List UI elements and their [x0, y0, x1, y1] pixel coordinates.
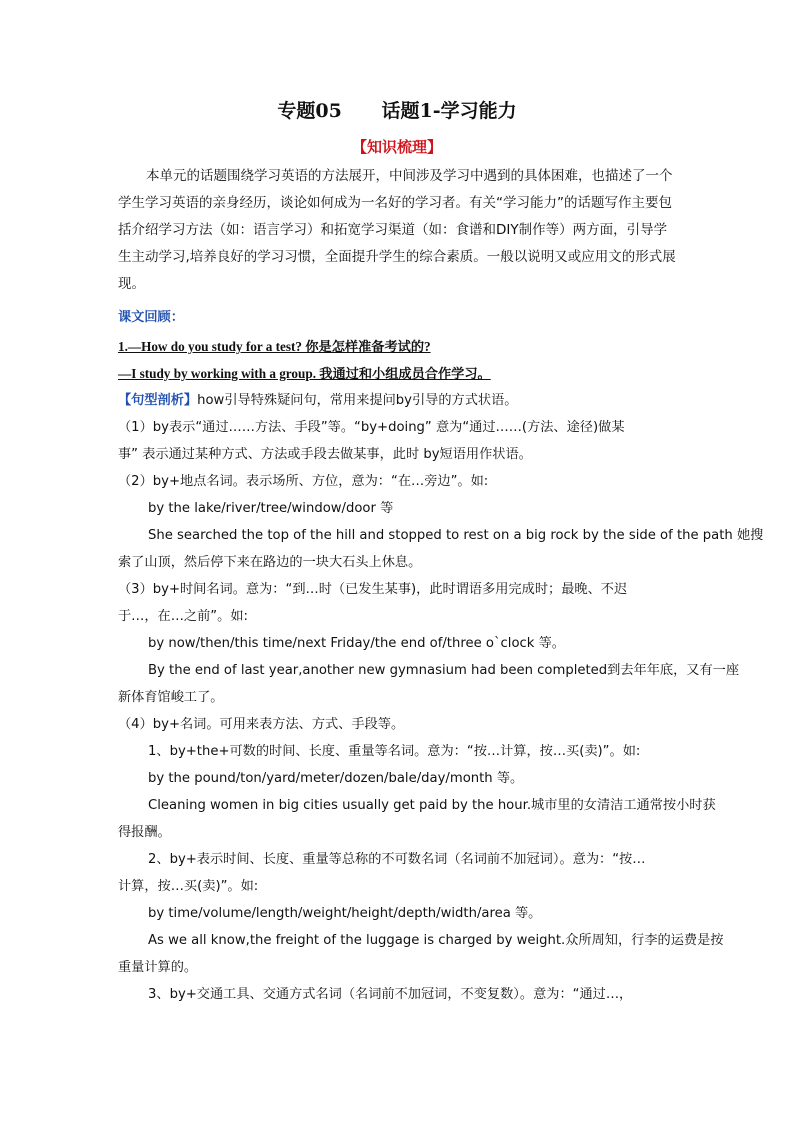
usage-2-sentence-a: She searched the top of the hill and stopped to rest on a big rock by the side of the path 她搜 — [148, 528, 764, 543]
usage-4-3: 3、by+交通工具、交通方式名词（名词前不加冠词，不变复数）。意为：“通过…， — [148, 987, 633, 1002]
usage-4-2-example: by time/volume/length/weight/height/depth/width/area 等。 — [148, 906, 542, 921]
analysis-tag: 【句型剖析】 — [118, 393, 198, 408]
analysis-text: how引导特殊疑问句，常用来提问by引导的方式状语。 — [197, 393, 518, 408]
page-title: 专题05 话题1-学习能力 — [277, 100, 517, 122]
usage-4-2-line-b: 计算，按…买(卖)”。如: — [118, 879, 259, 894]
usage-3-example: by now/then/this time/next Friday/the end of/three o`clock 等。 — [148, 636, 565, 651]
usage-3-sentence-a: By the end of last year,another new gymnasium had been completed到去年年底，又有一座 — [148, 663, 740, 678]
answer-1: —I study by working with a group. 我通过和小组成员合作学习。 — [118, 366, 491, 381]
intro-paragraph: 本单元的话题围绕学习英语的方法展开，中间涉及学习中遇到的具体困难，也描述了一个学生学习英语的亲身经历，谈论如何成为一名好的学习者。有关“学习能力”的话题写作主要包括介绍学习方法（如：语言学习）和拓宽学习渠道（如：食谱和DIY制作等）两方面，引导学生主动学习,培养良好的学习习惯，全面提升学生的综合素质。一般以说明又或应用文的形式展现。 — [118, 168, 676, 292]
usage-3-sentence-b: 新体育馆峻工了。 — [118, 690, 224, 705]
usage-3-line-a: （3）by+时间名词。意为：“到…时（已发生某事)，此时谓语多用完成时；最晚、不迟 — [118, 582, 628, 597]
review-heading: 课文回顾： — [118, 310, 184, 325]
usage-4-2-line-a: 2、by+表示时间、长度、重量等总称的不可数名词（名词前不加冠词）。意为：“按… — [148, 852, 646, 867]
usage-2-sentence-b: 索了山顶，然后停下来在路边的一块大石头上休息。 — [118, 555, 422, 570]
usage-2: （2）by+地点名词。表示场所、方位，意为：“在…旁边”。如: — [118, 474, 489, 489]
usage-3-line-b: 于…，在…之前”。如: — [118, 609, 248, 624]
usage-4-2-sentence-a: As we all know,the freight of the luggage is charged by weight.众所周知，行李的运费是按 — [148, 933, 724, 948]
usage-1-line-a: （1）by表示“通过……方法、手段”等。“by+doing” 意为“通过……(方法、途径)做某 — [118, 420, 625, 435]
analysis-line — [118, 391, 517, 411]
usage-1-line-b: 事” 表示通过某种方式、方法或手段去做某事，此时 by短语用作状语。 — [118, 447, 532, 462]
usage-4-1-example: by the pound/ton/yard/meter/dozen/bale/day/month 等。 — [148, 771, 524, 786]
usage-4: （4）by+名词。可用来表方法、方式、手段等。 — [118, 717, 405, 732]
question-1: 1.—How do you study for a test? 你是怎样准备考试的? — [118, 339, 431, 354]
usage-4-1: 1、by+the+可数的时间、长度、重量等名词。意为：“按…计算，按…买(卖)”。如: — [148, 744, 641, 759]
usage-4-1-sentence-b: 得报酬。 — [118, 825, 171, 840]
section-label: 【知识梳理】 — [351, 138, 442, 156]
usage-2-example: by the lake/river/tree/window/door 等 — [148, 501, 394, 516]
usage-4-2-sentence-b: 重量计算的。 — [118, 960, 198, 975]
usage-4-1-sentence-a: Cleaning women in big cities usually get paid by the hour.城市里的女清洁工通常按小时获 — [148, 798, 716, 813]
